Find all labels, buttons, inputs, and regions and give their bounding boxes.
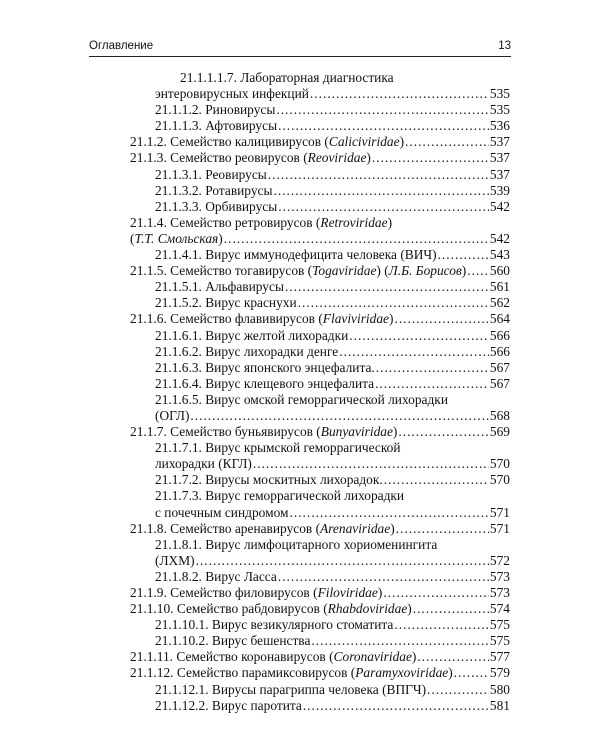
toc-entry-text (155, 633, 310, 649)
header-page-number: 13 (498, 40, 511, 52)
dot-leader (427, 682, 489, 698)
toc-line (130, 553, 510, 569)
dot-leader (310, 86, 489, 102)
toc-entry[interactable] (130, 488, 510, 520)
page-number: 573 (489, 585, 510, 600)
toc-entry-text (130, 585, 382, 601)
toc-entry[interactable] (130, 295, 510, 311)
toc-line (130, 150, 510, 166)
toc-line (130, 183, 510, 199)
toc-line (130, 86, 510, 102)
section-number: 21.1.3. (130, 150, 167, 166)
toc-entry[interactable] (130, 585, 510, 601)
dot-leader (405, 134, 489, 150)
entry-title: Орбивирусы (201, 198, 278, 214)
toc-entry-text (130, 311, 393, 327)
section-number: 21.1.5. (130, 263, 167, 279)
toc-entry[interactable] (130, 698, 510, 714)
entry-title: Вирус иммунодефицита человека (ВИЧ) (201, 247, 437, 263)
toc-entry-text (155, 617, 393, 633)
toc-entry[interactable] (130, 649, 510, 665)
dot-leader (349, 328, 489, 344)
section-number: 21.1.10. (130, 601, 174, 617)
dot-leader (253, 456, 489, 472)
toc-line (130, 215, 510, 231)
page-number: 581 (489, 697, 510, 713)
entry-title: Риновирусы (201, 102, 276, 118)
section-number: 21.1.12.1. (155, 681, 209, 697)
toc-entry[interactable] (130, 633, 510, 649)
toc-line (130, 569, 510, 585)
toc-entry-text (130, 215, 392, 230)
page-number: 539 (489, 182, 510, 198)
toc-entry[interactable] (130, 617, 510, 633)
page-number: 564 (489, 311, 510, 327)
dot-leader (394, 311, 488, 327)
dot-leader (196, 553, 489, 569)
entry-title-suffix: ) (377, 585, 383, 600)
page-number: 536 (489, 118, 510, 134)
toc-line (130, 408, 510, 424)
toc-entry-text (155, 569, 277, 585)
section-number: 21.1.6. (130, 311, 167, 327)
entry-title-suffix: ) (218, 230, 223, 246)
header-title: Оглавление (89, 40, 154, 52)
dot-leader (372, 150, 489, 166)
entry-title: Вирус паротита (208, 697, 302, 713)
toc-line (130, 134, 510, 150)
toc-line (130, 505, 510, 521)
toc-entry-text (155, 392, 448, 407)
section-number: 21.1.4. (130, 214, 167, 230)
entry-title: Семейство реовирусов ( (166, 150, 308, 166)
section-number: 21.1.6.4. (155, 375, 202, 391)
toc-line (130, 585, 510, 601)
toc-line (130, 456, 510, 472)
toc-line (130, 360, 510, 376)
page-number: 575 (489, 633, 510, 649)
page-number: 561 (489, 279, 510, 295)
toc-entry-text (130, 150, 371, 166)
section-number: 21.1.3.3. (155, 198, 202, 214)
page-number: 571 (489, 504, 510, 520)
table-of-contents (130, 70, 510, 714)
toc-entry-text (130, 134, 404, 150)
toc-entry-text (155, 86, 309, 102)
toc-line (130, 537, 510, 553)
toc-entry-text (130, 601, 412, 617)
page-number: 566 (489, 327, 510, 343)
page-number: 574 (489, 601, 510, 617)
entry-title: Вирусы москитных лихорадок. (201, 472, 383, 488)
toc-line (130, 279, 510, 295)
toc-entry[interactable] (130, 167, 510, 183)
section-number: 21.1.11. (130, 649, 174, 665)
toc-entry-text (130, 665, 453, 681)
dot-leader (454, 665, 489, 681)
entry-title: Вирус желтой лихорадки (201, 327, 349, 343)
dot-leader (273, 183, 488, 199)
entry-title: с почечным синдромом (155, 504, 289, 520)
dot-leader (278, 569, 489, 585)
dot-leader (278, 118, 489, 134)
toc-line (130, 376, 510, 392)
latin-name: Rhabdoviridae (327, 601, 408, 617)
dot-leader (289, 505, 488, 521)
entry-title: Лабораторная диагностика (236, 70, 394, 85)
section-number: 21.1.6.2. (155, 343, 202, 359)
section-number: 21.1.10.2. (155, 633, 209, 649)
toc-line (130, 295, 510, 311)
section-number: 21.1.12.2. (155, 697, 209, 713)
page-number: 572 (489, 552, 510, 568)
toc-entry[interactable] (130, 440, 510, 472)
entry-title: Альфавирусы (201, 279, 284, 295)
toc-entry-text (155, 360, 375, 376)
entry-title: Вирус омской геморрагической лихорадки (201, 391, 448, 407)
page-number: 577 (489, 649, 510, 665)
entry-title: Вирус лимфоцитарного хориоменингита (201, 536, 438, 552)
toc-line (130, 698, 510, 714)
toc-entry[interactable] (130, 360, 510, 376)
entry-title-suffix: ) (366, 150, 371, 166)
toc-entry-text (155, 167, 267, 183)
section-number: 21.1.9. (130, 585, 167, 600)
toc-entry-text (155, 553, 195, 569)
toc-entry[interactable] (130, 472, 510, 488)
section-number: 21.1.3.2. (155, 182, 202, 198)
toc-entry[interactable] (130, 199, 510, 215)
dot-leader (384, 472, 489, 488)
toc-entry-text (155, 102, 275, 118)
entry-title: Вирус Ласса (201, 568, 277, 584)
toc-entry[interactable] (130, 392, 510, 424)
page-number: 562 (489, 295, 510, 311)
dot-leader (311, 633, 489, 649)
dot-leader (394, 617, 489, 633)
latin-name: Filoviridae (317, 585, 378, 600)
dot-leader (276, 102, 489, 118)
page-number: 560 (489, 263, 510, 279)
entry-title-suffix: ) (461, 263, 467, 279)
toc-entry[interactable] (130, 102, 510, 118)
entry-title: Вирус клещевого энцефалита (201, 375, 375, 391)
page-number: 567 (489, 359, 510, 375)
entry-title: Вирус краснухи (201, 295, 297, 311)
toc-line (130, 601, 510, 617)
entry-title: Вирус геморрагической лихорадки (201, 488, 405, 504)
toc-entry-text (130, 521, 395, 537)
entry-title: (ЛХМ) (155, 552, 195, 568)
entry-title: Семейство калицивирусов ( (166, 134, 329, 150)
entry-title-suffix: ) (390, 520, 395, 536)
dot-leader (278, 199, 489, 215)
toc-line (130, 649, 510, 665)
toc-entry-text (155, 199, 277, 215)
toc-line (130, 633, 510, 649)
toc-line (130, 472, 510, 488)
toc-entry-text (155, 344, 338, 360)
toc-entry[interactable] (130, 521, 510, 537)
toc-entry[interactable] (130, 134, 510, 150)
latin-name: Arenaviridae (320, 520, 391, 536)
entry-title: Семейство коронавирусов ( (173, 649, 334, 665)
toc-entry[interactable] (130, 263, 510, 279)
entry-title: Семейство рабдовирусов ( (173, 601, 328, 617)
dot-leader (268, 167, 489, 183)
toc-entry-text (155, 682, 426, 698)
latin-name: Т.Т. Смольская (134, 230, 219, 246)
toc-entry[interactable] (130, 328, 510, 344)
entry-title-suffix: ) (387, 214, 393, 230)
toc-line (130, 488, 510, 504)
page-number: 579 (489, 665, 510, 681)
toc-entry-text (155, 328, 348, 344)
section-number: 21.1.6.1. (155, 327, 202, 343)
toc-entry-text (155, 376, 374, 392)
page-number: 569 (489, 424, 510, 440)
entry-title: Семейство буньявирусов ( (166, 424, 321, 440)
section-number: 21.1.7.2. (155, 472, 202, 488)
section-number: 21.1.6.3. (155, 359, 202, 375)
toc-line (130, 440, 510, 456)
toc-entry-text (130, 263, 466, 279)
entry-title: Вирусы парагриппа человека (ВПГЧ) (208, 681, 427, 697)
toc-line (130, 328, 510, 344)
toc-line (130, 102, 510, 118)
dot-leader (224, 231, 489, 247)
section-number: 21.1.8.2. (155, 568, 202, 584)
page-number: 570 (489, 472, 510, 488)
page-number: 537 (489, 166, 510, 182)
section-number: 21.1.3.1. (155, 166, 202, 182)
toc-entry-text (155, 698, 302, 714)
page-number: 568 (489, 407, 510, 423)
toc-entry[interactable] (130, 279, 510, 295)
toc-entry-text (155, 488, 404, 503)
entry-title: (ОГЛ) (155, 407, 190, 423)
running-header (89, 40, 511, 57)
toc-line (130, 247, 510, 263)
section-number: 21.1.12. (130, 665, 174, 681)
entry-title-suffix: ) ( (376, 263, 389, 279)
latin-name: Retroviridae (320, 214, 388, 230)
toc-line (130, 263, 510, 279)
section-number: 21.1.7.3. (155, 488, 202, 504)
latin-name: Togaviridae (312, 263, 377, 279)
entry-title: Вирус бешенства (208, 633, 311, 649)
toc-entry-text (155, 118, 277, 134)
latin-name: Coronaviridae (333, 649, 412, 665)
entry-title: Семейство парамиксовирусов ( (173, 665, 356, 681)
toc-line (130, 682, 510, 698)
dot-leader (376, 360, 489, 376)
page-number: 543 (489, 247, 510, 263)
entry-title: Вирус везикулярного стоматита (208, 617, 394, 633)
page-number: 537 (489, 134, 510, 150)
entry-title: Семейство тогавирусов ( (166, 263, 313, 279)
dot-leader (396, 521, 489, 537)
section-number: 21.1.2. (130, 134, 167, 150)
entry-title-suffix: ) (392, 424, 398, 440)
latin-name: Paramyxoviridae (355, 665, 449, 681)
dot-leader (467, 263, 489, 279)
toc-entry[interactable] (130, 376, 510, 392)
dot-leader (383, 585, 489, 601)
dot-leader (438, 247, 489, 263)
toc-entry[interactable] (130, 344, 510, 360)
dot-leader (285, 279, 489, 295)
toc-entry[interactable] (130, 682, 510, 698)
section-number: 21.1.1.2. (155, 102, 202, 118)
dot-leader (190, 408, 489, 424)
toc-line (130, 617, 510, 633)
section-number: 21.1.8.1. (155, 536, 202, 552)
entry-title: Семейство ретровирусов ( (166, 214, 321, 230)
entry-title: Семейство филовирусов ( (166, 585, 318, 600)
toc-entry-text (155, 537, 437, 552)
toc-entry[interactable] (130, 424, 510, 440)
section-number: 21.1.6.5. (155, 391, 202, 407)
entry-title: ( (130, 230, 135, 246)
toc-entry-text (155, 295, 297, 311)
page-number: 566 (489, 343, 510, 359)
toc-line (130, 231, 510, 247)
toc-entry[interactable] (130, 70, 510, 102)
page-number: 542 (489, 198, 510, 214)
entry-title: лихорадки (КГЛ) (155, 456, 252, 472)
entry-title-suffix: ) (399, 134, 405, 150)
section-number: 21.1.10.1. (155, 617, 209, 633)
page-number: 570 (489, 456, 510, 472)
toc-line (130, 392, 510, 408)
latin-name: Bunyaviridae (320, 424, 393, 440)
toc-line (130, 70, 510, 86)
entry-title: Вирус японского энцефалита. (201, 359, 375, 375)
toc-line (130, 167, 510, 183)
entry-title: Ротавирусы (201, 182, 273, 198)
toc-line (130, 424, 510, 440)
latin-name: Caliciviridae (328, 134, 400, 150)
entry-title: Афтовирусы (201, 118, 278, 134)
page-number: 567 (489, 375, 510, 391)
entry-title-suffix: ) (407, 601, 412, 617)
latin-name: Flaviviridae (322, 311, 389, 327)
latin-name: Reoviridae (307, 150, 367, 166)
dot-leader (375, 376, 489, 392)
toc-entry-text (155, 472, 383, 488)
toc-entry-text (155, 183, 272, 199)
section-number: 21.1.5.1. (155, 279, 202, 295)
toc-line (130, 665, 510, 681)
dot-leader (339, 344, 489, 360)
toc-entry-text (130, 649, 416, 665)
dot-leader (417, 649, 489, 665)
toc-entry[interactable] (130, 247, 510, 263)
toc-entry[interactable] (130, 665, 510, 681)
toc-entry[interactable] (130, 311, 510, 327)
toc-entry-text (155, 456, 252, 472)
author-name: Л.Б. Борисов (388, 263, 462, 279)
entry-title: энтеровирусных инфекций (155, 86, 309, 102)
toc-entry-text (130, 424, 397, 440)
entry-title: Семейство аренавирусов ( (166, 520, 321, 536)
toc-entry-text (155, 440, 401, 455)
page-number: 575 (489, 617, 510, 633)
page-number: 542 (489, 230, 510, 246)
page-number: 580 (489, 681, 510, 697)
toc-entry[interactable] (130, 601, 510, 617)
section-number: 21.1.1.1.7. (180, 70, 237, 85)
toc-line (130, 521, 510, 537)
dot-leader (398, 424, 489, 440)
toc-line (130, 118, 510, 134)
toc-line (130, 344, 510, 360)
toc-entry[interactable] (130, 183, 510, 199)
toc-entry-text (130, 231, 223, 247)
toc-entry-text (155, 247, 437, 263)
entry-title: Вирус лихорадки денге (201, 343, 339, 359)
section-number: 21.1.7. (130, 424, 167, 440)
toc-entry[interactable] (130, 150, 510, 166)
section-number: 21.1.1.3. (155, 118, 202, 134)
entry-title: Вирус крымской геморрагической (201, 440, 401, 456)
toc-line (130, 311, 510, 327)
dot-leader (303, 698, 489, 714)
toc-entry[interactable] (130, 215, 510, 247)
toc-entry[interactable] (130, 569, 510, 585)
dot-leader (413, 601, 489, 617)
entry-title: Реовирусы (201, 166, 267, 182)
page-number: 535 (489, 86, 510, 102)
section-number: 21.1.8. (130, 520, 167, 536)
toc-line (130, 199, 510, 215)
section-number: 21.1.7.1. (155, 440, 202, 456)
toc-entry-text (155, 505, 288, 521)
entry-title-suffix: ) (448, 665, 453, 681)
entry-title-suffix: ) (389, 311, 394, 327)
page-number: 535 (489, 102, 510, 118)
toc-entry[interactable] (130, 118, 510, 134)
page-number: 573 (489, 568, 510, 584)
toc-entry-text (180, 70, 394, 85)
toc-entry-text (155, 408, 189, 424)
page-number: 537 (489, 150, 510, 166)
toc-entry-text (155, 279, 284, 295)
dot-leader (298, 295, 489, 311)
page-number: 571 (489, 520, 510, 536)
section-number: 21.1.5.2. (155, 295, 202, 311)
section-number: 21.1.4.1. (155, 247, 202, 263)
entry-title: Семейство флавивирусов ( (166, 311, 323, 327)
entry-title-suffix: ) (411, 649, 417, 665)
toc-entry[interactable] (130, 537, 510, 569)
